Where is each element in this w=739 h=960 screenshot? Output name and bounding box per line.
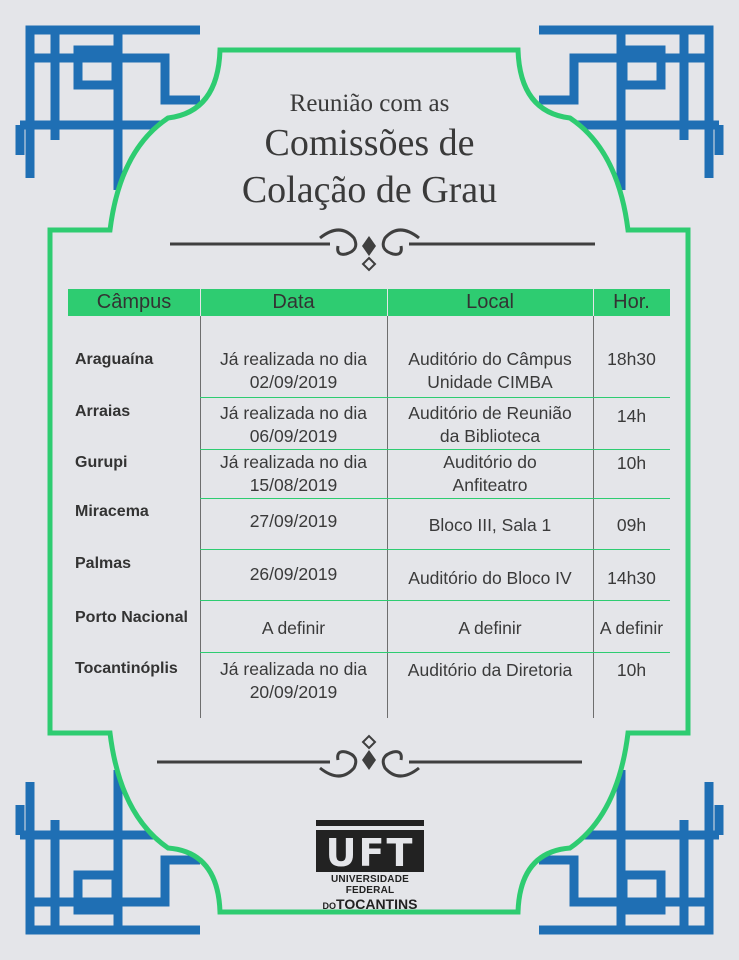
logo-line-2-big: TOCANTINS xyxy=(336,896,418,912)
row-hora: 10h xyxy=(616,453,647,473)
row-hora: 10h xyxy=(616,660,647,680)
row-campus: Arraias xyxy=(75,403,131,420)
row-local: Auditório do Câmpus Unidade CIMBA xyxy=(408,349,572,392)
row-divider xyxy=(200,600,670,601)
uft-logo xyxy=(314,820,426,914)
row-divider xyxy=(200,449,670,450)
row-data: 27/09/2019 xyxy=(249,511,338,531)
row-local: Auditório da Diretoria xyxy=(407,660,573,680)
row-divider xyxy=(200,549,670,550)
row-data: Já realizada no dia 02/09/2019 xyxy=(220,349,367,392)
logo-line-2-small: DO xyxy=(322,901,337,911)
header-hora: Hor. xyxy=(593,289,670,316)
row-data: A definir xyxy=(261,618,326,638)
row-campus: Tocantinóplis xyxy=(75,660,178,677)
row-campus: Miracema xyxy=(75,503,149,520)
row-divider xyxy=(200,652,670,653)
row-local: Auditório do Anfiteatro xyxy=(443,452,537,495)
row-data: Já realizada no dia 15/08/2019 xyxy=(220,452,367,495)
row-hora: 09h xyxy=(616,515,647,535)
row-campus: Araguaína xyxy=(75,351,154,368)
row-hora: 14h30 xyxy=(607,568,656,588)
logo-line-2 xyxy=(314,896,426,914)
row-data: Já realizada no dia 06/09/2019 xyxy=(220,403,367,446)
row-divider xyxy=(200,498,670,499)
row-local: A definir xyxy=(458,618,522,638)
row-local: Bloco III, Sala 1 xyxy=(428,515,552,535)
row-local: Auditório do Bloco IV xyxy=(408,568,572,588)
row-campus: Palmas xyxy=(75,555,132,572)
row-campus: Gurupi xyxy=(75,454,128,471)
row-local: Auditório de Reunião da Biblioteca xyxy=(408,403,572,446)
header-local: Local xyxy=(387,289,593,316)
title-line-2: Comissões de xyxy=(264,122,475,164)
row-hora: 18h30 xyxy=(607,349,656,369)
header-divider xyxy=(387,289,388,316)
header-data: Data xyxy=(200,289,387,316)
row-hora: 14h xyxy=(616,406,647,426)
row-hora: A definir xyxy=(599,618,664,638)
row-data: Já realizada no dia 20/09/2019 xyxy=(220,659,367,702)
title-line-3: Colação de Grau xyxy=(241,169,498,211)
row-campus: Porto Nacional xyxy=(75,609,188,626)
row-data: 26/09/2019 xyxy=(249,564,338,584)
title-line-1: Reunião com as xyxy=(289,90,450,117)
header-divider xyxy=(593,289,594,316)
logo-mark-text: UFT xyxy=(325,831,415,872)
row-divider xyxy=(200,397,670,398)
header-divider xyxy=(200,289,201,316)
header-campus: Câmpus xyxy=(68,289,200,316)
uft-logo-mark xyxy=(316,820,424,872)
logo-line-1: UNIVERSIDADE FEDERAL xyxy=(331,874,409,896)
